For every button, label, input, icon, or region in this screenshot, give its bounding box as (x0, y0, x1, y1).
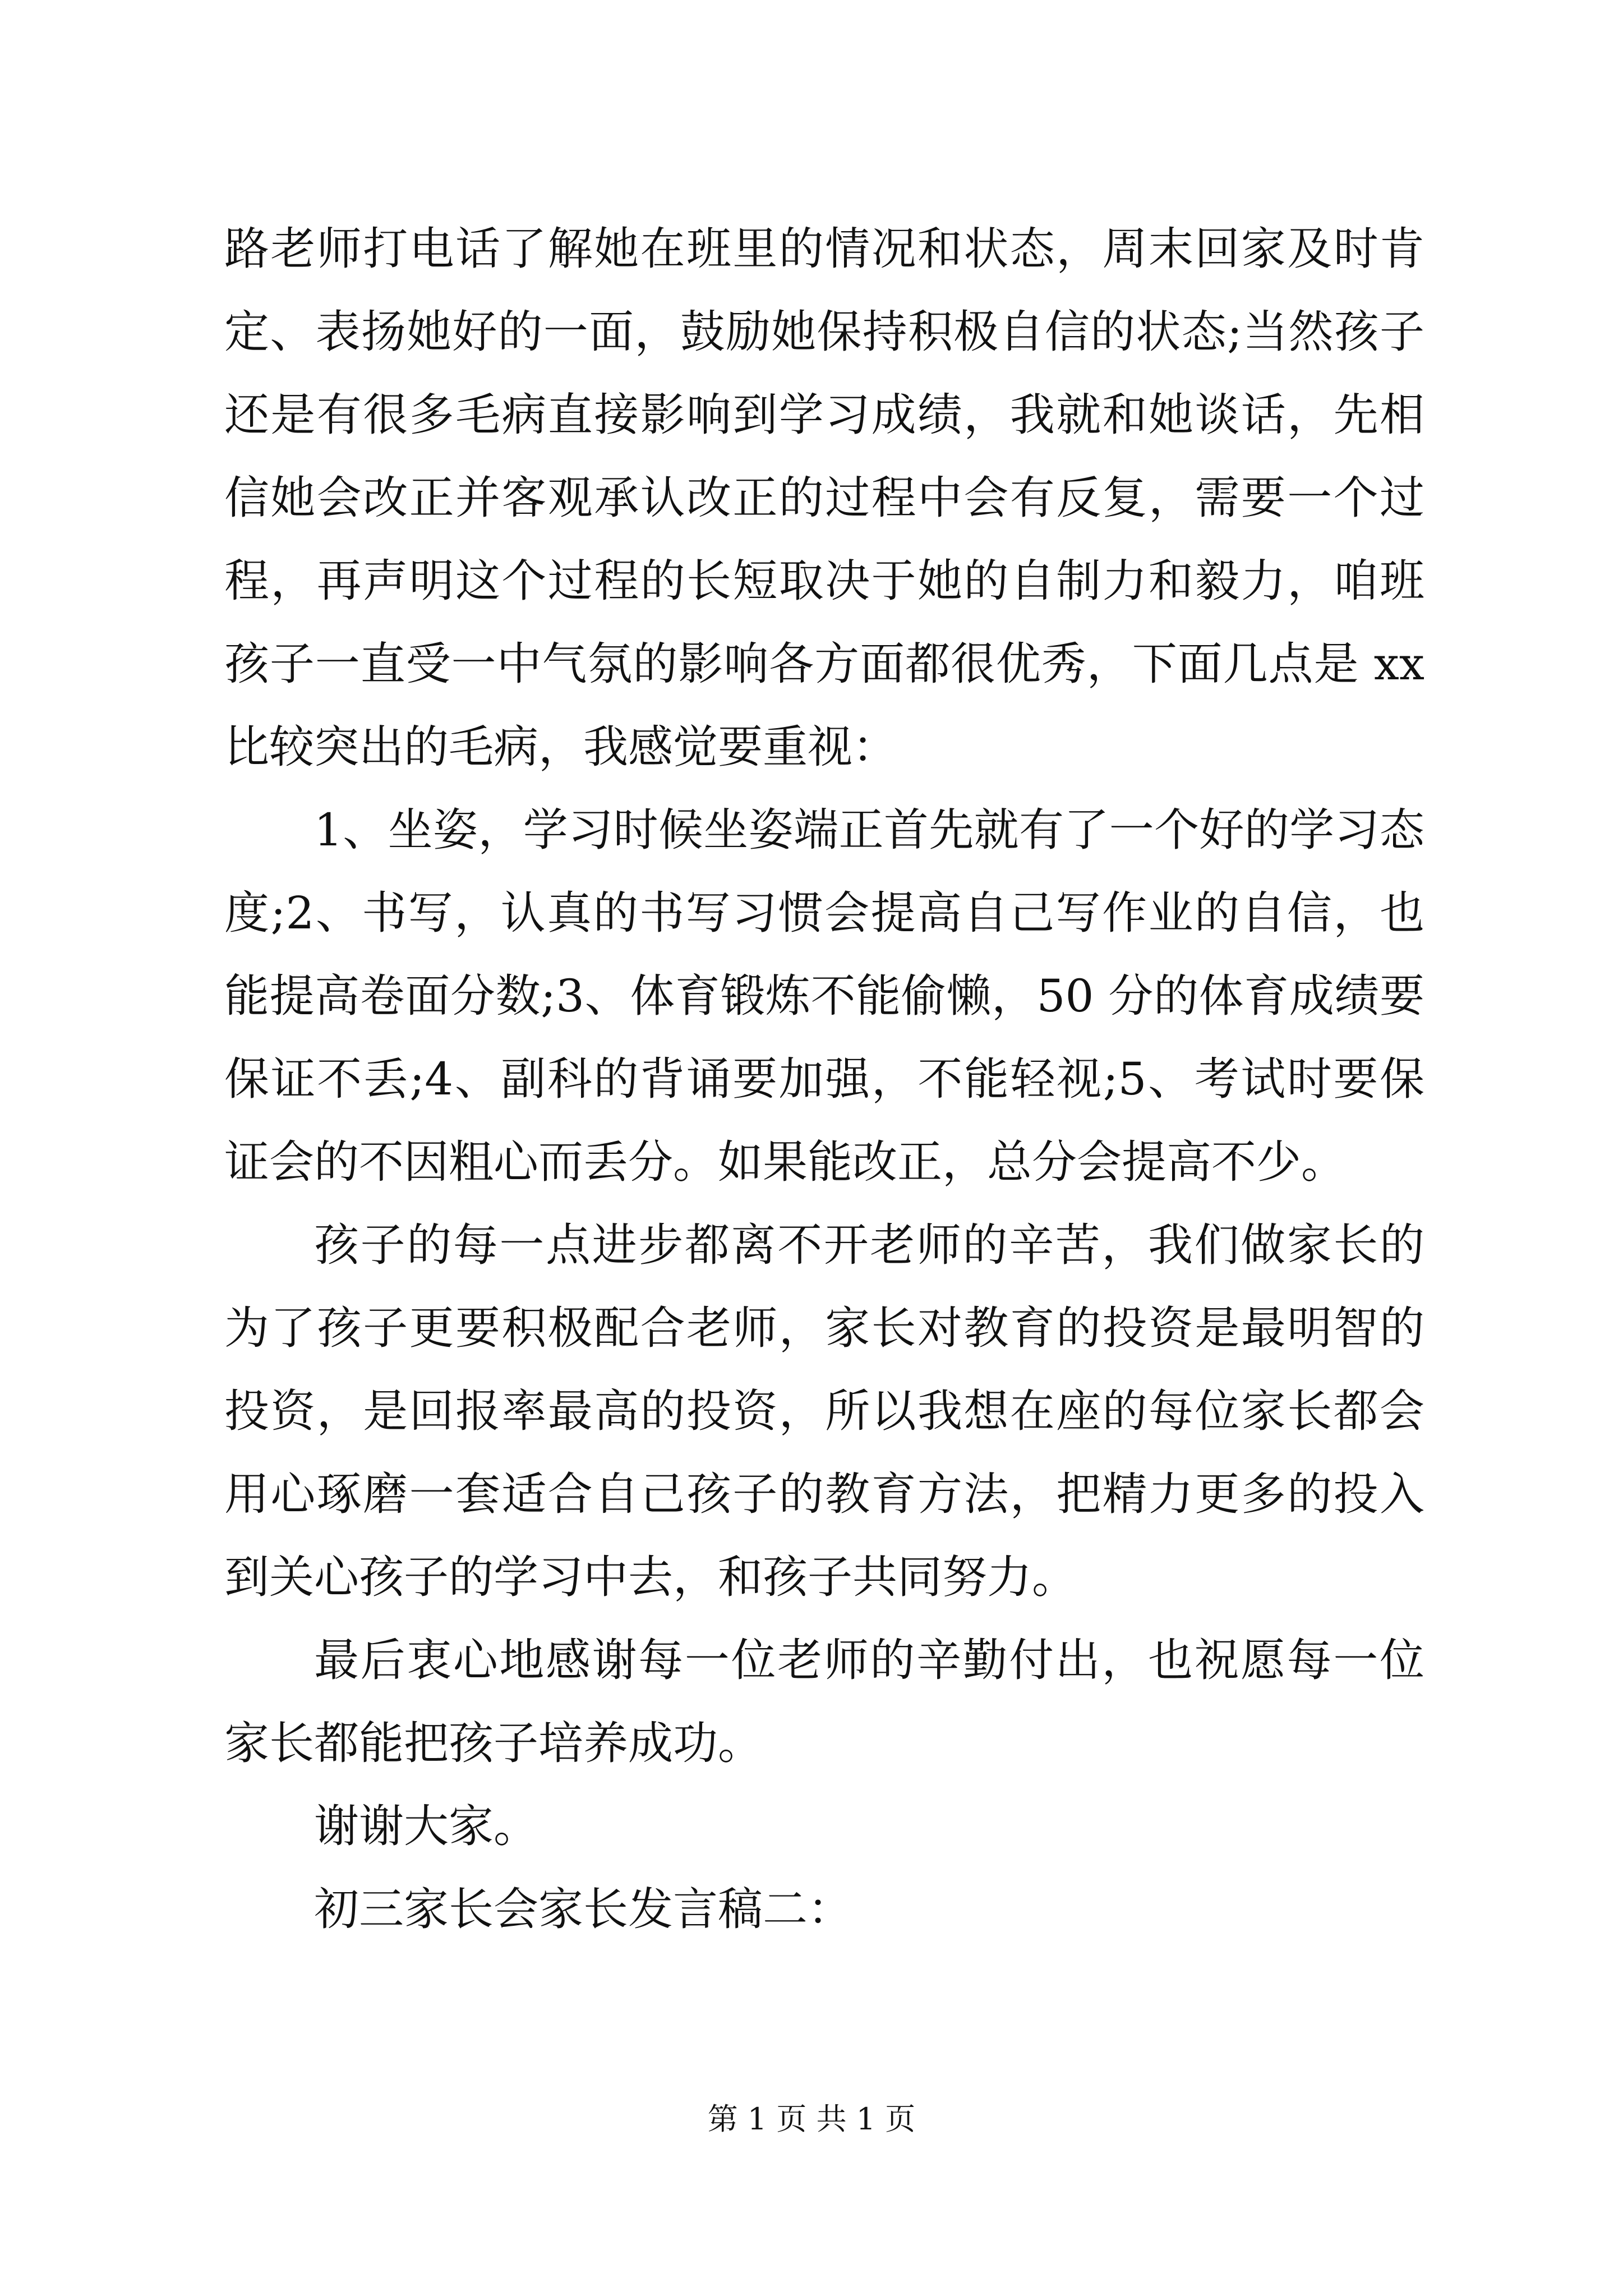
body-text (224, 208, 1424, 1951)
paragraph-closing-wish: 最后衷心地感谢每一位老师的辛勤付出，也祝愿每一位家长都能把孩子培养成功。 (224, 1634, 1424, 1769)
paragraph-teacher-thanks: 孩子的每一点进步都离不开老师的辛苦，我们做家长的为了孩子更要积极配合老师，家长对教育的投资是最明智的投资，是回报率最高的投资，所以我想在座的每位家长都会用心琢磨一套适合自己孩子的教育方法，把精力更多的投入到关心孩子的学习中去，和孩子共同努力。 (224, 1219, 1424, 1603)
paragraph-continuation: 路老师打电话了解她在班里的情况和状态，周末回家及时肯定、表扬她好的一面，鼓励她保持积极自信的状态;当然孩子还是有很多毛病直接影响到学习成绩，我就和她谈话，先相信她会改正并客观承认改正的过程中会有反复，需要一个过程，再声明这个过程的长短取决于她的自制力和毅力，咱班孩子一直受一中气氛的影响各方面都很优秀，下面几点是 xx 比较突出的毛病，我感觉要重视： (224, 223, 1424, 773)
paragraph-next-heading: 初三家长会家长发言稿二： (314, 1883, 852, 1935)
paragraph-list-points: 1、坐姿，学习时候坐姿端正首先就有了一个好的学习态度;2、书写，认真的书写习惯会提高自己写作业的自信，也能提高卷面分数;3、体育锻炼不能偷懒，50 分的体育成绩要保证不丢;4、副科的背诵要加强，不能轻视;5、考试时要保证会的不因粗心而丢分。如果能改正，总分会提高不少。 (224, 804, 1424, 1188)
paragraph-thank-you: 谢谢大家。 (314, 1800, 538, 1852)
page-number-footer: 第 1 页 共 1 页 (707, 2101, 916, 2137)
